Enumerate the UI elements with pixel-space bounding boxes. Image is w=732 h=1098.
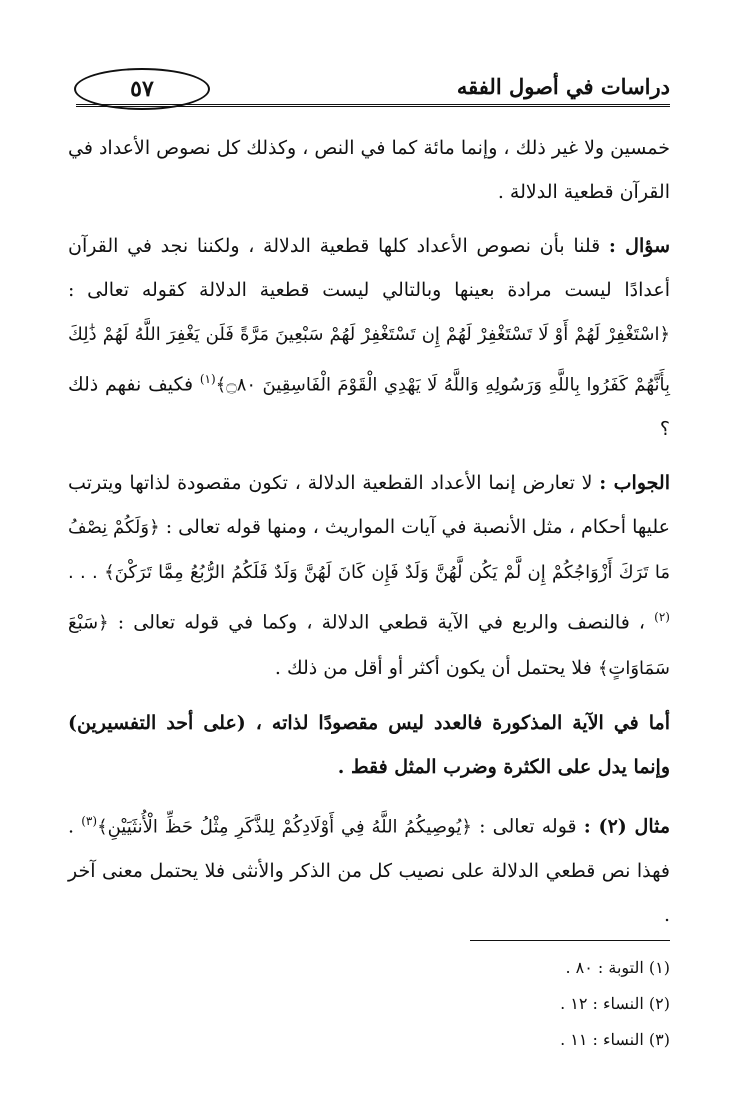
header-rule [76, 104, 670, 107]
paragraph-answer [68, 461, 670, 690]
paragraph-text: قوله تعالى : [479, 814, 577, 837]
paragraph-example [68, 799, 670, 937]
page-number: ٥٧ [74, 68, 210, 110]
quran-verse: ﴿وَلَكُمْ نِصْفُ مَا تَرَكَ أَزْوَاجُكُمْ إِن لَّمْ يَكُن لَّهُنَّ وَلَدٌ فَإِن كَانَ لَهُنَّ وَلَدٌ فَلَكُمُ الرُّبُعُ مِمَّا تَرَكْنَ﴾ . . . [68, 517, 670, 584]
paragraph-text: لا تعارض إنما الأعداد القطعية الدلالة ، تكون مقصودة لذاتها ويترتب عليها أحكام ، مثل الأنصبة في آيات المواريث ، ومنها قوله تعالى : [68, 472, 670, 539]
page-body [68, 126, 670, 947]
answer-lead: الجواب : [599, 472, 670, 495]
paragraph-text-after: ، فالنصف والربع في الآية قطعي الدلالة ، وكما في قوله تعالى : [117, 611, 646, 634]
paragraph-text: خمسين ولا غير ذلك ، وإنما مائة كما في النص ، وكذلك كل نصوص الأعداد في القرآن قطعية الدلالة . [68, 137, 670, 203]
paragraph-question [68, 224, 670, 451]
footnote-ref: (١) [199, 372, 216, 386]
paragraph-text-after: فكيف نفهم ذلك ؟ [68, 373, 670, 441]
question-lead: سؤال : [608, 235, 671, 257]
page-header [60, 60, 670, 112]
footnote-rule [470, 940, 670, 941]
footnote-2: (٢) النساء : ١٢ . [560, 994, 670, 1013]
paragraph-text: أما في الآية المذكورة فالعدد ليس مقصودًا لذاته ، (على أحد التفسيرين) وإنما يدل على الكثرة وضرب المثل فقط . [68, 711, 670, 778]
quran-verse-2: ﴿سَبْعَ سَمَاوَاتٍ﴾ [68, 612, 670, 679]
example-lead: مثال (٢) : [583, 814, 671, 837]
footnote-ref: (٣) [81, 813, 98, 828]
paragraph-text-after: . فهذا نص قطعي الدلالة على نصيب كل من الذكر والأنثى فلا يحتمل معنى آخر . [68, 814, 670, 926]
running-title: دراسات في أصول الفقه [456, 74, 670, 99]
quran-verse: ﴿يُوصِيكُمُ اللَّهُ فِي أَوْلَادِكُمْ لِلذَّكَرِ مِثْلُ حَظِّ الْأُنثَيَيْنِ﴾ [97, 815, 472, 837]
footnote-1: (١) التوبة : ٨٠ . [565, 958, 670, 977]
paragraph-1 [68, 126, 670, 214]
paragraph-bold [68, 701, 670, 789]
footnotes [270, 950, 670, 1058]
paragraph-text-after-2: فلا يحتمل أن يكون أكثر أو أقل من ذلك . [274, 656, 592, 679]
quran-verse: ﴿اسْتَغْفِرْ لَهُمْ أَوْ لَا تَسْتَغْفِرْ لَهُمْ إِن تَسْتَغْفِرْ لَهُمْ سَبْعِينَ مَرَّةً فَلَن يَغْفِرَ اللَّهُ لَهُمْ ذَٰلِكَ بِأَنَّهُمْ كَفَرُوا بِاللَّهِ وَرَسُولِهِ وَاللَّهُ لَا يَهْدِي الْقَوْمَ الْفَاسِقِينَ ۝٨٠﴾ [68, 324, 671, 396]
paragraph-text: قلنا بأن نصوص الأعداد كلها قطعية الدلالة ، ولكننا نجد في القرآن أعدادًا ليست مرادة بعينها وبالتالي ليست قطعية الدلالة كقوله تعالى : [68, 235, 670, 301]
footnote-ref: (٢) [654, 610, 670, 625]
footnote-3: (٣) النساء : ١١ . [560, 1030, 670, 1049]
